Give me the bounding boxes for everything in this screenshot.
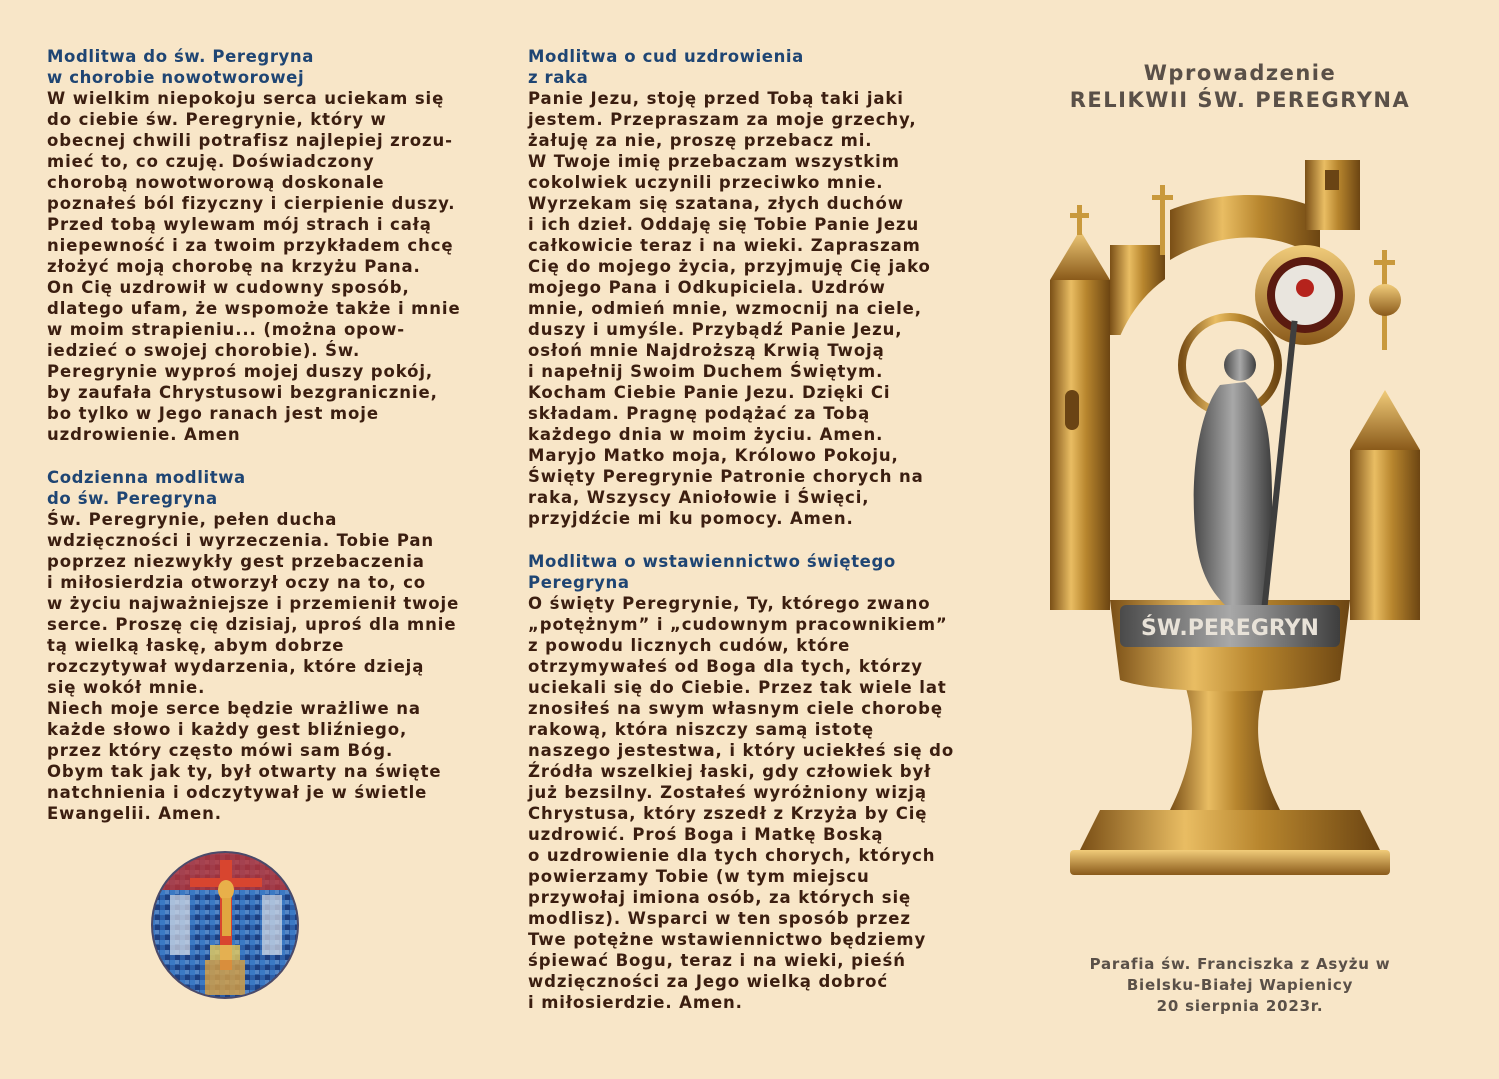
stained-glass-window-image — [150, 850, 300, 1000]
reliquary-inscription: ŚW.PEREGRYN — [1141, 616, 1319, 641]
section-heading — [47, 467, 477, 509]
prayer-section-daily — [47, 467, 477, 824]
heading-line: Peregryna — [528, 573, 630, 592]
heading-line: w chorobie nowotworowej — [47, 68, 305, 87]
parish-date: 20 sierpnia 2023r. — [1156, 997, 1324, 1015]
reliquary-image — [1020, 150, 1440, 890]
parish-line-2: Bielsku-Białej Wapienicy — [1126, 976, 1354, 994]
prayer-section-cancer — [47, 46, 477, 445]
middle-column — [528, 46, 968, 1035]
prayer-text: Panie Jezu, stoję przed Tobą taki jaki jestem. Przepraszam za moje grzechy, żałuję za nie, proszę przebacz mi. W Twoje imię przebaczam wszystkim cokolwiek uczynili przeciwko mnie. Wyrzekam się szatana, złych duchów i ich dzieł. Oddaję się Tobie Panie Jezu całkowicie teraz i na wieki. Zapraszam Cię do mojego życia, przyjmuję Cię jako mojego Pana i Odkupiciela. Uzdrów mnie, odmień mnie, wzmocnij na ciele, duszy i umyśle. Przybądź Panie Jezu, osłoń mnie Najdroższą Krwią Twoją i napełnij Swoim Duchem Świętym. Kocham Ciebie Panie Jezu. Dzięki Ci składam. Pragnę podążać za Tobą każdego dnia w moim życiu. Amen. Maryjo Matko moja, Królowo Pokoju, Święty Peregrynie Patronie chorych na raka, Wszyscy Aniołowie i Święci, przyjdźcie mi ku pomocy. Amen. — [528, 89, 931, 528]
section-heading — [528, 551, 968, 593]
left-column — [47, 46, 477, 846]
heading-line: Codzienna modlitwa — [47, 468, 246, 487]
title-line-1: Wprowadzenie — [1143, 61, 1337, 85]
heading-line: Modlitwa o wstawiennictwo świętego — [528, 552, 896, 571]
heading-line: do św. Peregryna — [47, 489, 218, 508]
prayer-section-healing — [528, 46, 968, 529]
parish-info — [1020, 954, 1460, 1017]
heading-line: Modlitwa do św. Peregryna — [47, 47, 314, 66]
prayer-text: Św. Peregrynie, pełen ducha wdzięczności i wyrzeczenia. Tobie Pan poprzez niezwykły gest przebaczenia i miłosierdzia otworzył oczy na to, co w życiu najważniejsze i przemienił twoje serce. Proszę cię dzisiaj, uproś dla mnie tą wielką łaskę, abym dobrze rozczytywał wydarzenia, które dzieją się wokół mnie. Niech moje serce będzie wrażliwe na każde słowo i każdy gest bliźniego, przez który często mówi sam Bóg. Obym tak jak ty, był otwarty na święte natchnienia i odczytywał je w świetle Ewangelii. Amen. — [47, 510, 460, 823]
heading-line: Modlitwa o cud uzdrowienia — [528, 47, 804, 66]
prayer-section-intercession — [528, 551, 968, 1013]
section-heading — [47, 46, 477, 88]
prayer-text: O święty Peregrynie, Ty, którego zwano „potężnym” i „cudownym pracownikiem” z powodu licznych cudów, które otrzymywałeś od Boga dla tych, którzy uciekali się do Ciebie. Przez tak wiele lat znosiłeś na swym własnym ciele chorobę rakową, która niszczy samą istotę naszego jestestwa, i który uciekłeś się do Źródła wszelkiej łaski, gdy człowiek był już bezsilny. Zostałeś wyróżniony wizją Chrystusa, który zszedł z Krzyża by Cię uzdrowić. Proś Boga i Matkę Boską o uzdrowienie dla tych chorych, których powierzamy Tobie (w tym miejscu przywołaj imiona osób, za których się modlisz). Wsparci w ten sposób przez Twe potężne wstawiennictwo będziemy śpiewać Bogu, teraz i na wieki, pieśń wdzięczności za Jego wielką dobroć i miłosierdzie. Amen. — [528, 594, 955, 1012]
heading-line: z raka — [528, 68, 589, 87]
parish-line-1: Parafia św. Franciszka z Asyżu w — [1089, 955, 1391, 973]
page-title — [1010, 60, 1470, 114]
section-heading — [528, 46, 968, 88]
title-line-2: RELIKWII ŚW. PEREGRYNA — [1069, 88, 1411, 112]
prayer-text: W wielkim niepokoju serca uciekam się do ciebie św. Peregrynie, który w obecnej chwili potrafisz najlepiej zrozu- mieć to, co czuję. Doświadczony chorobą nowotworową doskonale poznałeś ból fizyczny i cierpienie duszy. Przed tobą wylewam mój strach i całą niepewność i za twoim przykładem chcę złożyć moją chorobę na krzyżu Pana. On Cię uzdrowił w cudowny sposób, dlatego ufam, że wspomoże także i mnie w moim strapieniu... (można opow- iedzieć o swojej chorobie). Św. Peregrynie wyproś mojej duszy pokój, by zaufała Chrystusowi bezgranicznie, bo tylko w Jego ranach jest moje uzdrowienie. Amen — [47, 89, 461, 444]
